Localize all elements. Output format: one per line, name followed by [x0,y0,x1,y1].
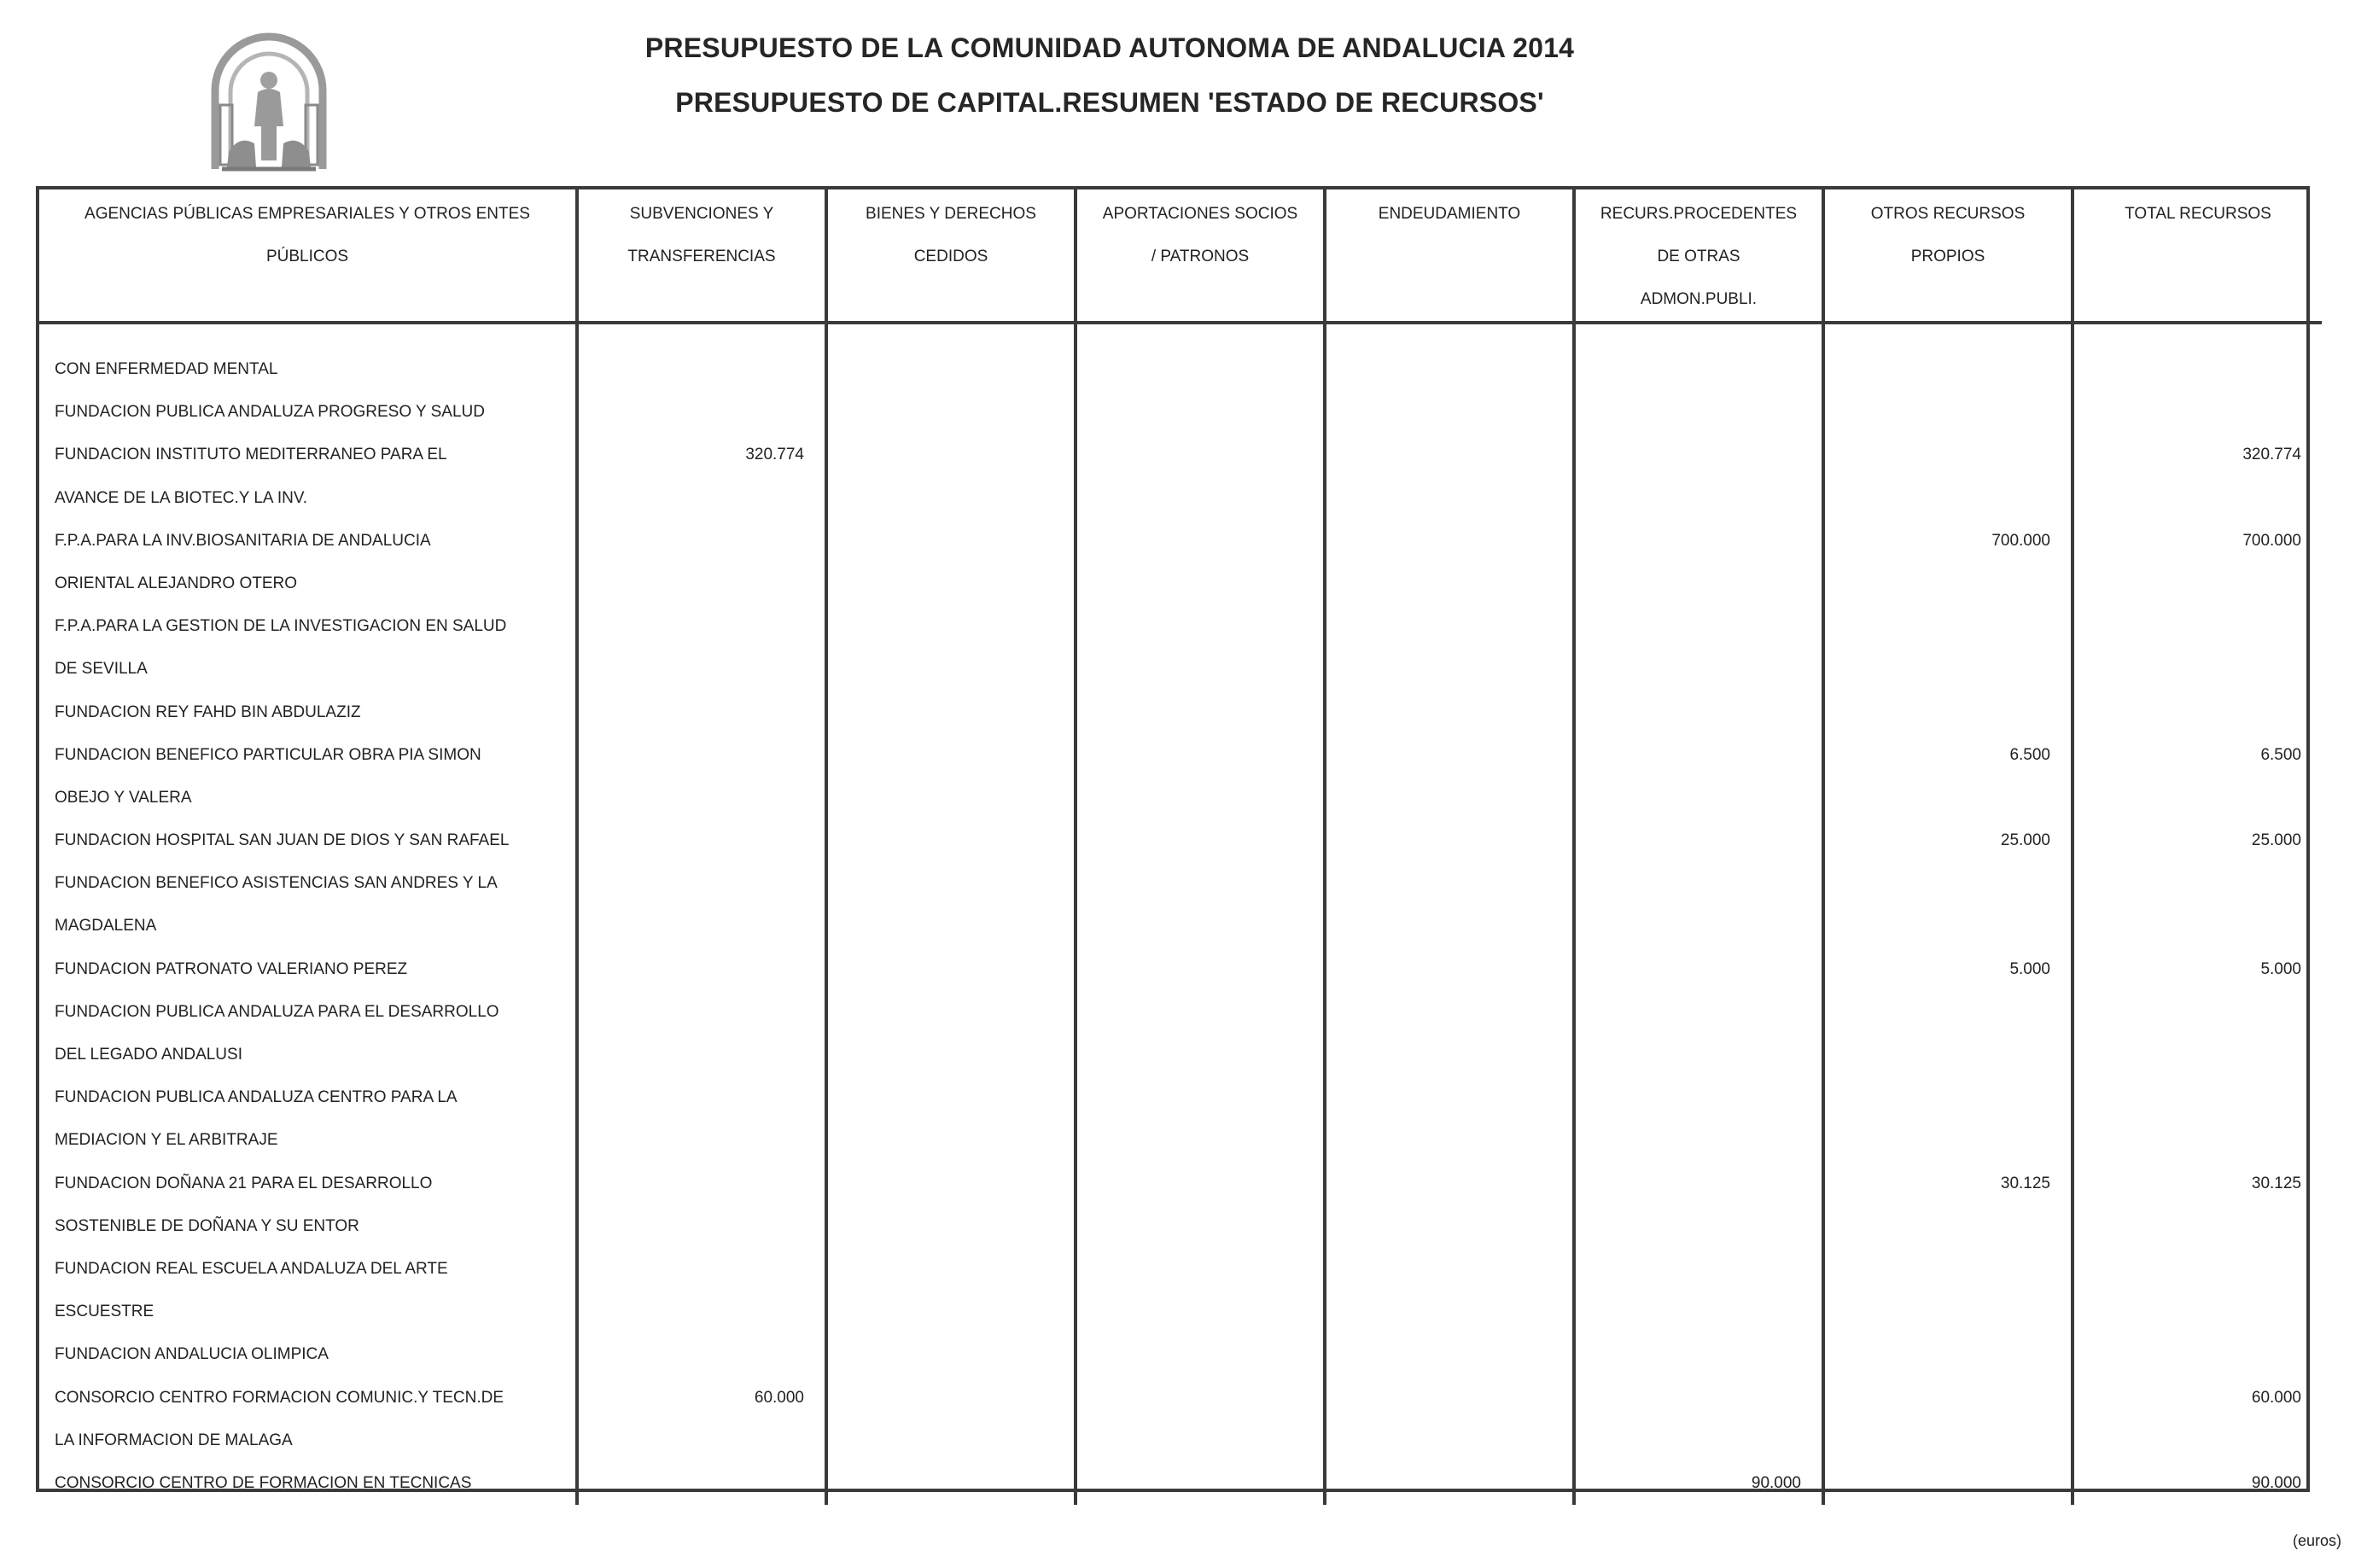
amount-cell [1576,991,1801,1034]
amount-cell [1077,1333,1303,1376]
amount-cell: 6.500 [2260,745,2301,764]
amount-cell [1825,1333,2050,1376]
amount-cell [1077,819,1303,862]
entity-line: FUNDACION PUBLICA ANDALUZA PROGRESO Y SALUD [55,403,485,422]
amount-cell [1326,1248,1552,1291]
amount-cell [1576,862,1801,905]
amount-cell [828,605,1053,648]
amount-cell [1576,1163,1801,1205]
entity-line: AVANCE DE LA BIOTEC.Y LA INV. [55,488,308,507]
amount-cell [1825,1377,2050,1419]
amount-cell [828,1205,1053,1248]
entity-line: FUNDACION BENEFICO ASISTENCIAS SAN ANDRES Y LA [55,874,498,893]
column-header-bienes: BIENES Y DERECHOS CEDIDOS [826,189,1076,323]
units-note: (euros) [2292,1532,2341,1549]
amount-cell: 25.000 [2251,831,2301,850]
subvenciones-column [577,323,826,1505]
amount-cell [2074,1333,2301,1376]
column-header-total: TOTAL RECURSOS [2073,189,2322,323]
amount-cell [1825,391,2050,434]
amount-cell [1077,348,1303,391]
amount-cell [1077,605,1303,648]
amount-cell [579,648,804,691]
amount-cell [579,1163,804,1205]
amount-cell [1326,734,1552,777]
otros-recursos-column [1823,323,2073,1505]
amount-cell [1077,991,1303,1034]
amount-cell [2074,1248,2301,1291]
amount-cell [579,477,804,520]
amount-cell [2074,1205,2301,1248]
amount-cell: 6.500 [2009,745,2050,764]
amount-cell [1576,477,1801,520]
entity-line: MAGDALENA [55,917,157,936]
amount-cell [828,734,1053,777]
entity-column [39,323,577,1505]
entity-line: CONSORCIO CENTRO FORMACION COMUNIC.Y TECN.DE [55,1388,504,1407]
amount-cell [579,1333,804,1376]
amount-cell [2074,477,2301,520]
amount-cell [579,348,804,391]
amount-cell [1576,1205,1801,1248]
entity-line: SOSTENIBLE DE DOÑANA Y SU ENTOR [55,1216,359,1235]
amount-cell [2074,1419,2301,1462]
amount-cell [2074,777,2301,819]
amount-cell [579,520,804,562]
amount-cell [1326,391,1552,434]
entity-line: FUNDACION ANDALUCIA OLIMPICA [55,1345,329,1364]
amount-cell [828,1248,1053,1291]
amount-cell [1326,691,1552,734]
amount-cell: 320.774 [2242,446,2301,464]
amount-cell: 30.125 [2251,1174,2301,1192]
amount-cell [579,991,804,1034]
amount-cell [1576,1248,1801,1291]
amount-cell [1077,1462,1303,1505]
amount-cell [2074,905,2301,947]
amount-cell [1077,948,1303,991]
amount-cell [1326,1076,1552,1119]
amount-cell [1077,391,1303,434]
amount-cell [1576,648,1801,691]
amount-cell [1825,348,2050,391]
table-header-row [39,189,2322,323]
amount-cell [2074,1034,2301,1076]
amount-cell [2074,691,2301,734]
amount-cell [1326,1462,1552,1505]
amount-cell [1077,1076,1303,1119]
entity-line: FUNDACION PUBLICA ANDALUZA PARA EL DESARROLLO [55,1002,499,1021]
amount-cell [1326,1205,1552,1248]
entity-line: FUNDACION PATRONATO VALERIANO PEREZ [55,959,408,978]
entity-line: CON ENFERMEDAD MENTAL [55,360,278,378]
amount-cell [1077,1248,1303,1291]
amount-cell [1326,1333,1552,1376]
amount-cell [579,734,804,777]
amount-cell: 5.000 [2260,959,2301,978]
amount-cell [2074,562,2301,605]
entity-line: FUNDACION REAL ESCUELA ANDALUZA DEL ARTE [55,1259,448,1278]
entity-line: FUNDACION DOÑANA 21 PARA EL DESARROLLO [55,1174,433,1192]
amount-cell [2074,348,2301,391]
amount-cell [1077,777,1303,819]
amount-cell: 60.000 [2251,1388,2301,1407]
amount-cell: 5.000 [2009,959,2050,978]
amount-cell [1077,434,1303,476]
recursos-otras-admon-column [1574,323,1823,1505]
amount-cell [1077,1119,1303,1162]
amount-cell [1077,862,1303,905]
table-body-row [39,323,2322,1505]
amount-cell [1077,1034,1303,1076]
amount-cell [828,991,1053,1034]
amount-cell [828,477,1053,520]
entity-line: CONSORCIO CENTRO DE FORMACION EN TECNICAS [55,1473,472,1492]
amount-cell: 30.125 [2000,1174,2050,1192]
amount-cell [1326,819,1552,862]
amount-cell [1077,905,1303,947]
amount-cell [828,1377,1053,1419]
amount-cell [1576,1291,1801,1333]
amount-cell [1326,1291,1552,1333]
amount-cell [1326,605,1552,648]
amount-cell [1825,648,2050,691]
amount-cell [828,1119,1053,1162]
amount-cell [828,1034,1053,1076]
amount-cell [828,1076,1053,1119]
amount-cell [1326,991,1552,1034]
amount-cell [1576,948,1801,991]
amount-cell [828,1333,1053,1376]
amount-cell [1825,905,2050,947]
amount-cell [1326,1377,1552,1419]
amount-cell [1326,862,1552,905]
amount-cell [1576,1333,1801,1376]
amount-cell [1326,1163,1552,1205]
amount-cell [828,520,1053,562]
amount-cell [2074,605,2301,648]
amount-cell [2074,862,2301,905]
amount-cell [1326,562,1552,605]
entity-line: DEL LEGADO ANDALUSI [55,1046,242,1064]
amount-cell [1077,1419,1303,1462]
amount-cell [1077,691,1303,734]
column-header-endeudamiento: ENDEUDAMIENTO [1325,189,1574,323]
amount-cell [828,819,1053,862]
amount-cell [1576,777,1801,819]
amount-cell [1077,1205,1303,1248]
amount-cell [579,905,804,947]
amount-cell [1326,520,1552,562]
column-header-recursos-otras-admon: RECURS.PROCEDENTES DE OTRAS ADMON.PUBLI. [1574,189,1823,323]
column-header-aportaciones: APORTACIONES SOCIOS / PATRONOS [1076,189,1325,323]
amount-cell [828,1419,1053,1462]
amount-cell [2074,1119,2301,1162]
amount-cell [1077,1377,1303,1419]
amount-cell [1077,648,1303,691]
amount-cell [1825,1291,2050,1333]
bienes-column [826,323,1076,1505]
amount-cell [1077,477,1303,520]
amount-cell [579,562,804,605]
document-subtitle: PRESUPUESTO DE CAPITAL.RESUMEN 'ESTADO DE RECURSOS' [675,87,1544,118]
amount-cell [1576,562,1801,605]
entity-line: FUNDACION REY FAHD BIN ABDULAZIZ [55,702,361,721]
amount-cell [1825,1076,2050,1119]
amount-cell [1077,1163,1303,1205]
amount-cell: 320.774 [745,446,804,464]
amount-cell [579,948,804,991]
amount-cell [828,691,1053,734]
amount-cell [1326,1119,1552,1162]
amount-cell [2074,648,2301,691]
amount-cell [1326,948,1552,991]
amount-cell [828,905,1053,947]
amount-cell [1326,905,1552,947]
amount-cell [1576,1377,1801,1419]
amount-cell: 90.000 [1751,1473,1801,1492]
entity-line: F.P.A.PARA LA INV.BIOSANITARIA DE ANDALUCIA [55,531,431,550]
amount-cell [828,348,1053,391]
amount-cell [1825,477,2050,520]
amount-cell [579,391,804,434]
amount-cell: 90.000 [2251,1473,2301,1492]
aportaciones-column [1076,323,1325,1505]
amount-cell [1077,562,1303,605]
entity-line: MEDIACION Y EL ARBITRAJE [55,1131,278,1150]
amount-cell [1576,691,1801,734]
amount-cell [1825,562,2050,605]
resources-table [36,186,2310,1492]
amount-cell: 25.000 [2000,831,2050,850]
amount-cell [579,819,804,862]
amount-cell [1825,777,2050,819]
entity-line: F.P.A.PARA LA GESTION DE LA INVESTIGACION EN SALUD [55,617,507,636]
column-header-otros-recursos: OTROS RECURSOS PROPIOS [1823,189,2073,323]
amount-cell [1077,1291,1303,1333]
amount-cell [828,1163,1053,1205]
amount-cell [579,862,804,905]
amount-cell: 700.000 [2242,531,2301,550]
entity-line: OBEJO Y VALERA [55,788,192,807]
entity-line: FUNDACION PUBLICA ANDALUZA CENTRO PARA LA [55,1088,458,1107]
amount-cell [1825,605,2050,648]
amount-cell [1576,605,1801,648]
amount-cell [1825,991,2050,1034]
amount-cell [579,691,804,734]
amount-cell [1077,734,1303,777]
amount-cell [1825,1119,2050,1162]
column-header-subvenciones: SUBVENCIONES Y TRANSFERENCIAS [577,189,826,323]
amount-cell [1326,348,1552,391]
entity-line: LA INFORMACION DE MALAGA [55,1431,293,1449]
amount-cell [1576,348,1801,391]
amount-cell [828,562,1053,605]
amount-cell [1326,648,1552,691]
amount-cell [579,1291,804,1333]
amount-cell: 700.000 [1991,531,2050,550]
amount-cell [1576,734,1801,777]
amount-cell [828,1462,1053,1505]
amount-cell [1825,691,2050,734]
amount-cell [828,862,1053,905]
amount-cell [1576,1119,1801,1162]
amount-cell [2074,1291,2301,1333]
amount-cell [1825,1419,2050,1462]
amount-cell: 60.000 [754,1388,804,1407]
amount-cell [1576,434,1801,476]
amount-cell [1326,777,1552,819]
amount-cell [1825,434,2050,476]
entity-line: ORIENTAL ALEJANDRO OTERO [55,574,297,592]
entity-line: FUNDACION BENEFICO PARTICULAR OBRA PIA SIMON [55,745,481,764]
amount-cell [1576,819,1801,862]
amount-cell [579,1205,804,1248]
amount-cell [1326,1419,1552,1462]
amount-cell [1576,905,1801,947]
amount-cell [1825,1205,2050,1248]
amount-cell [1576,1419,1801,1462]
amount-cell [1825,1248,2050,1291]
amount-cell [828,434,1053,476]
amount-cell [1326,477,1552,520]
entity-line: DE SEVILLA [55,660,148,679]
amount-cell [1825,862,2050,905]
amount-cell [1326,434,1552,476]
total-column [2073,323,2322,1505]
entity-line: FUNDACION HOSPITAL SAN JUAN DE DIOS Y SAN RAFAEL [55,831,510,850]
amount-cell [1576,1034,1801,1076]
document-title: PRESUPUESTO DE LA COMUNIDAD AUTONOMA DE ANDALUCIA 2014 [644,32,1575,63]
amount-cell [1077,520,1303,562]
amount-cell [579,605,804,648]
amount-cell [828,948,1053,991]
amount-cell [2074,991,2301,1034]
amount-cell [1825,1462,2050,1505]
amount-cell [1825,1034,2050,1076]
amount-cell [579,1419,804,1462]
entity-line: FUNDACION INSTITUTO MEDITERRANEO PARA EL [55,446,447,464]
amount-cell [579,1119,804,1162]
amount-cell [1576,520,1801,562]
amount-cell [828,1291,1053,1333]
amount-cell [828,777,1053,819]
column-header-entity: AGENCIAS PÚBLICAS EMPRESARIALES Y OTROS ENTES PÚBLICOS [39,189,577,323]
amount-cell [828,648,1053,691]
amount-cell [579,1034,804,1076]
amount-cell [579,777,804,819]
endeudamiento-column [1325,323,1574,1505]
amount-cell [579,1248,804,1291]
amount-cell [579,1462,804,1505]
amount-cell [828,391,1053,434]
amount-cell [1326,1034,1552,1076]
amount-cell [579,1076,804,1119]
amount-cell [1576,1076,1801,1119]
entity-line: ESCUESTRE [55,1303,154,1321]
amount-cell [2074,391,2301,434]
amount-cell [1576,391,1801,434]
amount-cell [2074,1076,2301,1119]
